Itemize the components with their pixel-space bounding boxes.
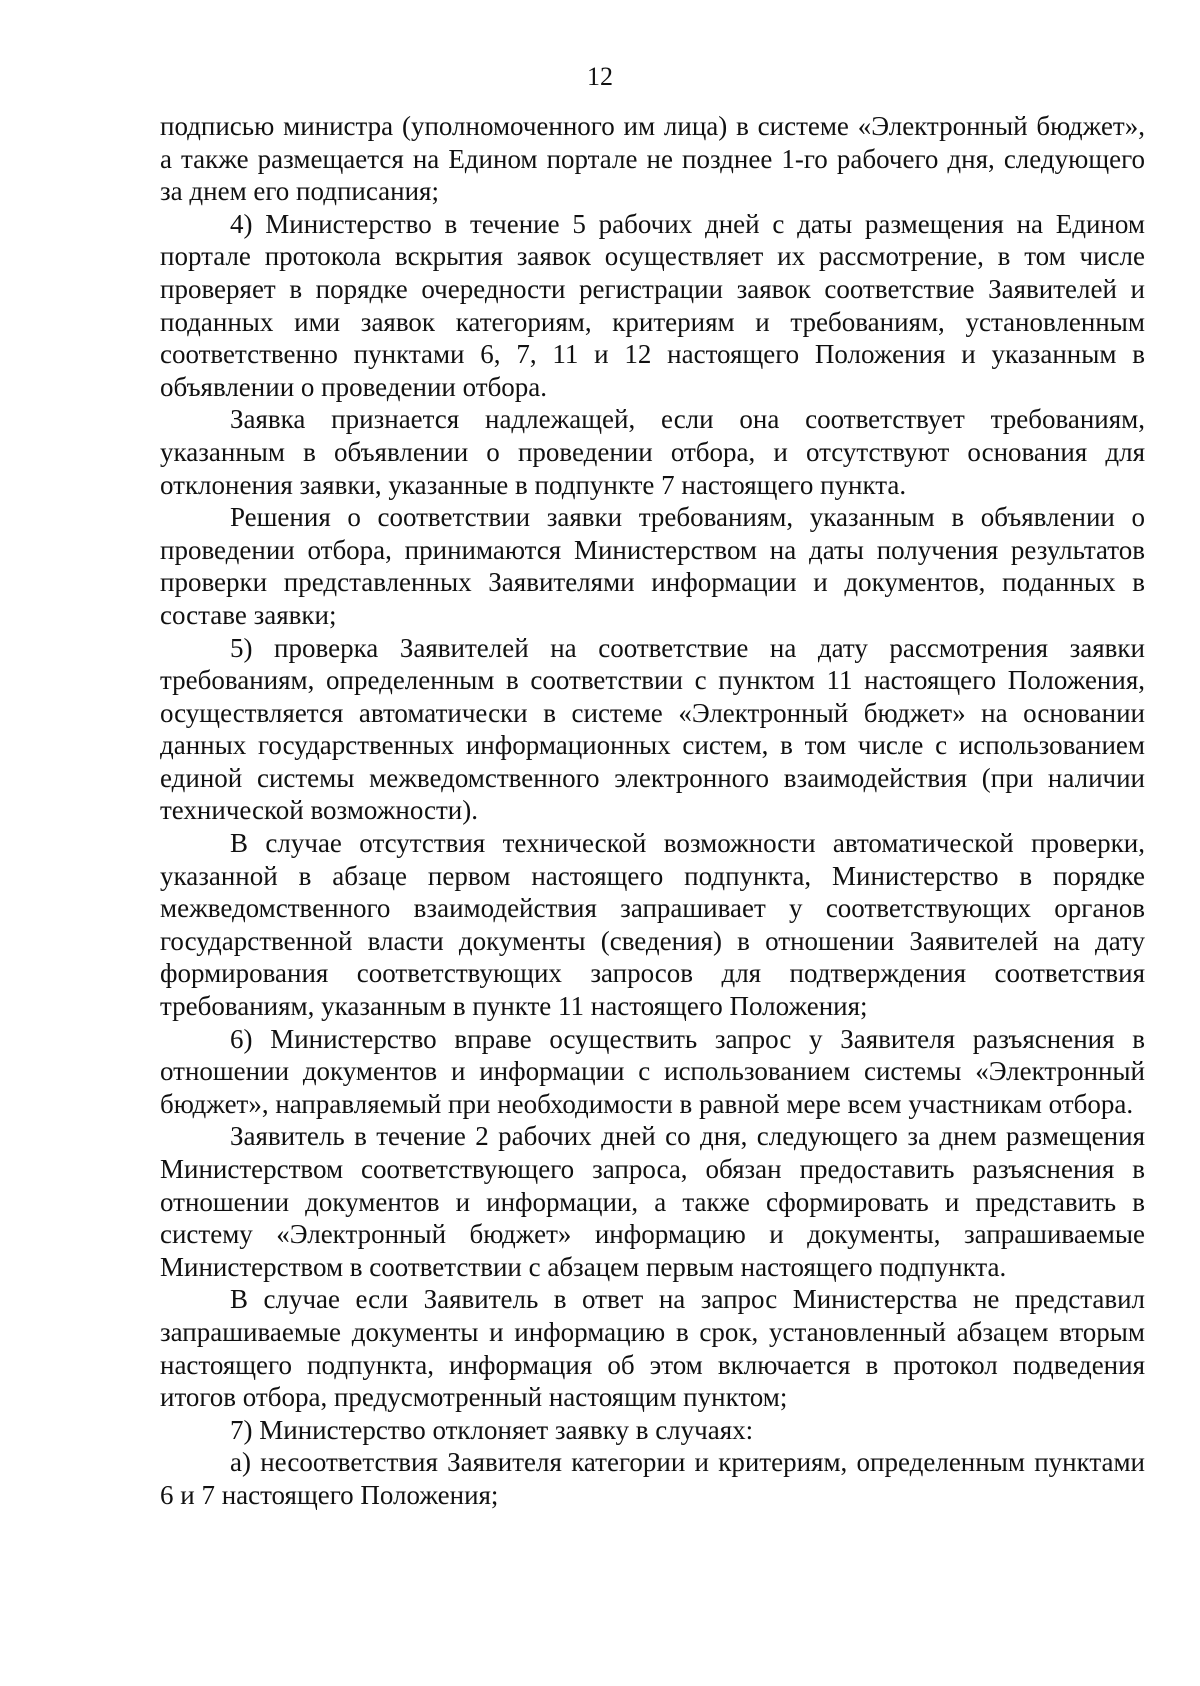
paragraph: В случае отсутствия технической возможности автоматической проверки, указанной в абзаце первом настоящего подпункта, Министерство в порядке межведомственного взаимодействия запрашивает у соответствующих органов государственной власти документы (сведения) в отношении Заявителей на дату формирования соответствующих запросов для подтверждения соответствия требованиям, указанным в пункте 11 настоящего Положения; [160, 828, 1145, 1022]
paragraph: а) несоответствия Заявителя категории и критериям, определенным пунктами 6 и 7 настоящего Положения; [160, 1447, 1145, 1510]
paragraph: 6) Министерство вправе осуществить запрос у Заявителя разъяснения в отношении документов и информации с использованием системы «Электронный бюджет», направляемый при необходимости в равной мере всем участникам отбора. [160, 1023, 1145, 1119]
document-body [160, 110, 1145, 1512]
paragraph: подписью министра (уполномоченного им лица) в системе «Электронный бюджет», а также размещается на Едином портале не позднее 1-го рабочего дня, следующего за днем его подписания; [160, 111, 1145, 207]
paragraph: Решения о соответствии заявки требованиям, указанным в объявлении о проведении отбора, принимаются Министерством на даты получения результатов проверки представленных Заявителями информации и документов, поданных в составе заявки; [160, 502, 1145, 630]
paragraph: 7) Министерство отклоняет заявку в случаях: [230, 1414, 754, 1445]
paragraph: 5) проверка Заявителей на соответствие на дату рассмотрения заявки требованиям, определенным в соответствии с пунктом 11 настоящего Положения, осуществляется автоматически в системе «Электронный бюджет» на основании данных государственных информационных систем, в том числе с использованием единой системы межведомственного электронного взаимодействия (при наличии технической возможности). [160, 632, 1145, 826]
page-number: 12 [587, 62, 613, 91]
paragraph: В случае если Заявитель в ответ на запрос Министерства не представил запрашиваемые документы и информацию в срок, установленный абзацем вторым настоящего подпункта, информация об этом включается в протокол подведения итогов отбора, предусмотренный настоящим пунктом; [160, 1284, 1145, 1413]
paragraph: 4) Министерство в течение 5 рабочих дней с даты размещения на Едином портале протокола вскрытия заявок осуществляет их рассмотрение, в том числе проверяет в порядке очередности регистрации заявок соответствие Заявителей и поданных ими заявок категориям, критериям и требованиям, установленным соответственно пунктами 6, 7, 11 и 12 настоящего Положения и указанным в объявлении о проведении отбора. [160, 208, 1145, 402]
paragraph: Заявитель в течение 2 рабочих дней со дня, следующего за днем размещения Министерством соответствующего запроса, обязан предоставить разъяснения в отношении документов и информации, а также сформировать и представить в систему «Электронный бюджет» информацию и документы, запрашиваемые Министерством в соответствии с абзацем первым настоящего подпункта. [160, 1121, 1145, 1282]
paragraph: Заявка признается надлежащей, если она соответствует требованиям, указанным в объявлении о проведении отбора, и отсутствуют основания для отклонения заявки, указанные в подпункте 7 настоящего пункта. [160, 404, 1145, 500]
